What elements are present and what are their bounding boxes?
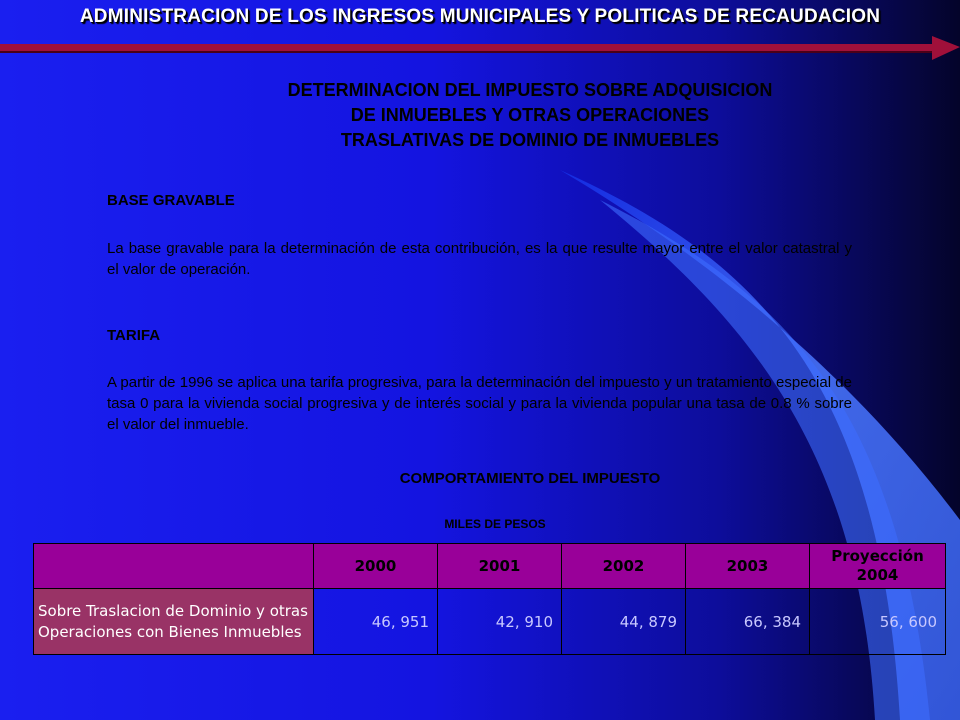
table-cell: 42, 910 bbox=[438, 589, 562, 655]
comportamiento-heading: COMPORTAMIENTO DEL IMPUESTO bbox=[399, 470, 661, 487]
table-header-cell: Proyección 2004 bbox=[810, 544, 946, 589]
table-header-cell: 2003 bbox=[686, 544, 810, 589]
table-cell: 46, 951 bbox=[314, 589, 438, 655]
main-title-line-1: DETERMINACION DEL IMPUESTO SOBRE ADQUISICION bbox=[287, 80, 773, 100]
table-header-cell: 2001 bbox=[438, 544, 562, 589]
units-label: MILES DE PESOS bbox=[444, 517, 546, 531]
header-arrow-rule bbox=[0, 34, 960, 62]
table-row-label: Sobre Traslacion de Dominio y otras Operaciones con Bienes Inmuebles bbox=[34, 589, 314, 655]
base-gravable-text: La base gravable para la determinación de esta contribución, es la que resulte mayor entre el valor catastral y el valor de operación. bbox=[107, 240, 852, 278]
table-header-cell: 2000 bbox=[314, 544, 438, 589]
table-row bbox=[34, 589, 946, 655]
tarifa-heading: TARIFA bbox=[107, 327, 161, 344]
main-title-line-3: TRASLATIVAS DE DOMINIO DE INMUEBLES bbox=[340, 130, 720, 150]
main-title bbox=[120, 78, 940, 153]
tax-table bbox=[33, 543, 946, 655]
header-title: ADMINISTRACION DE LOS INGRESOS MUNICIPALES Y POLITICAS DE RECAUDACION bbox=[79, 6, 881, 27]
table-header-cell: 2002 bbox=[562, 544, 686, 589]
base-gravable-heading: BASE GRAVABLE bbox=[107, 192, 235, 209]
table-corner-cell bbox=[34, 544, 314, 589]
table-cell: 44, 879 bbox=[562, 589, 686, 655]
table-cell: 56, 600 bbox=[810, 589, 946, 655]
tarifa-text: A partir de 1996 se aplica una tarifa progresiva, para la determinación del impuesto y un tratamiento especial de tasa 0 para la vivienda social progresiva y de interés social y para la vivienda popular una tasa de 0.8 % sobre el valor del inmueble. bbox=[107, 374, 852, 433]
table-cell: 66, 384 bbox=[686, 589, 810, 655]
main-title-line-2: DE INMUEBLES Y OTRAS OPERACIONES bbox=[350, 105, 710, 125]
table-header-row bbox=[34, 544, 946, 589]
